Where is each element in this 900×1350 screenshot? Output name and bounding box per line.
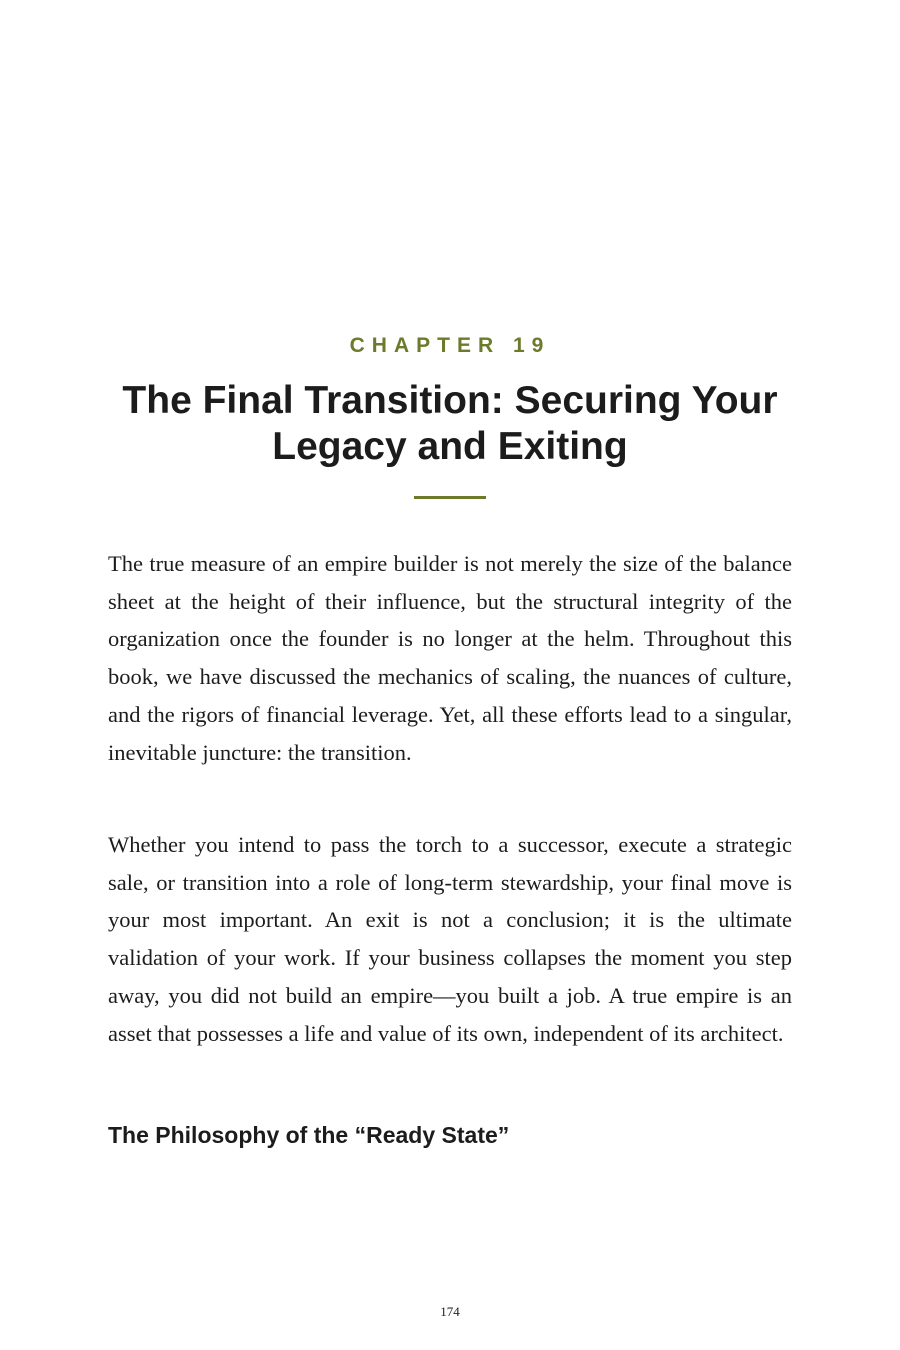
title-divider [414, 496, 486, 499]
page-number: 174 [440, 1304, 460, 1319]
section-heading: The Philosophy of the “Ready State” [108, 1122, 510, 1148]
body-paragraph-1: The true measure of an empire builder is not merely the size of the balance sheet at the height of their influence, but the structural integrity of the organization once the founder is no longer at the helm. Throughout this book, we have discussed the mechanics of scaling, the nuances of culture, and the rigors of financial leverage. Yet, all these efforts lead to a singular, inevitable juncture: the transition. [108, 551, 792, 765]
chapter-title: The Final Transition: Securing Your Legacy and Exiting [122, 379, 778, 468]
body-paragraph-2: Whether you intend to pass the torch to a successor, execute a strategic sale, or transition into a role of long-term stewardship, your final move is your most important. An exit is not a conclusion; it is the ultimate validation of your work. If your business collapses the moment you step away, you did not build an empire—you built a job. A true empire is an asset that possesses a life and value of its own, independent of its architect. [108, 832, 792, 1046]
chapter-label: CHAPTER 19 [349, 334, 551, 357]
